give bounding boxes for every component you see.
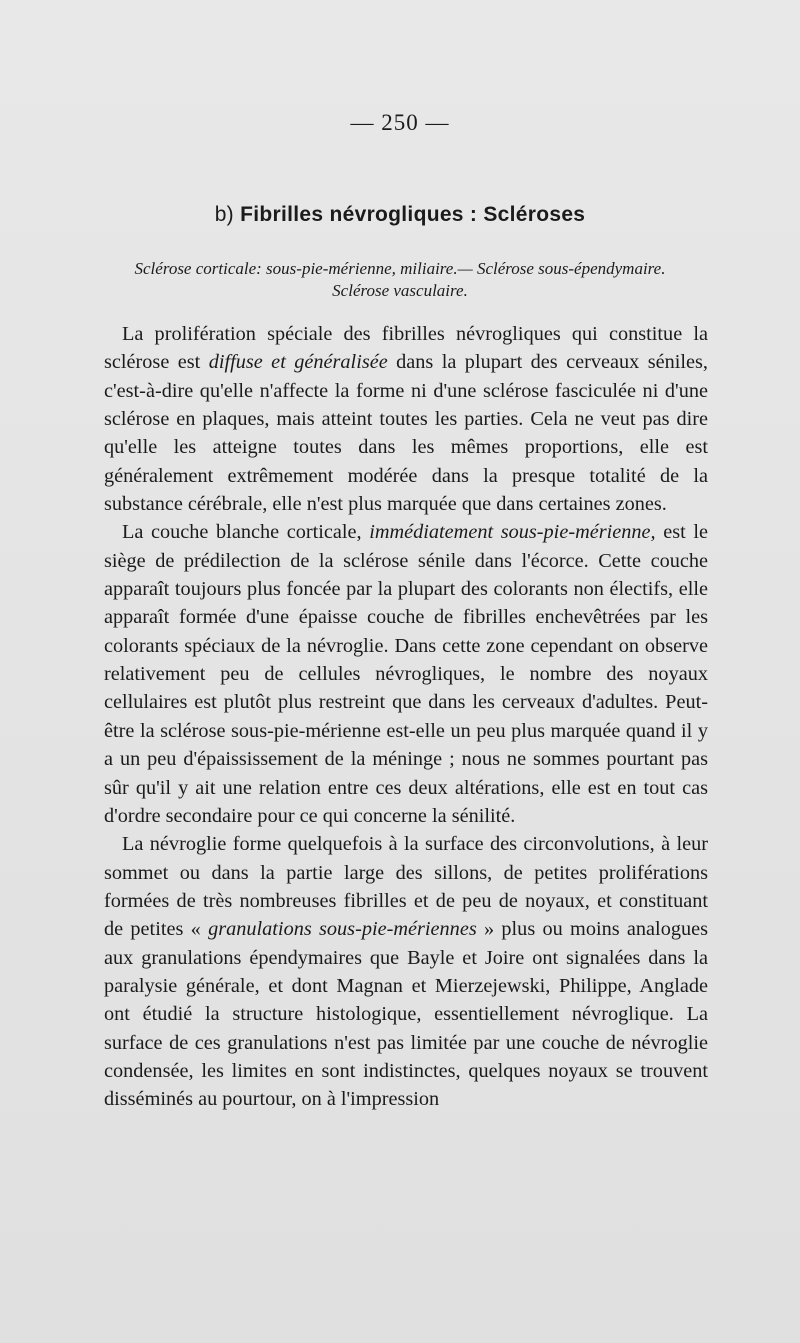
- section-heading-prefix: b): [214, 203, 234, 226]
- section-heading-title: Fibrilles névrogliques : Scléroses: [240, 203, 586, 226]
- paragraph-1-text-b: dans la plupart des cerveaux séniles, c'est-à-dire qu'elle n'affecte la forme ni d'une sclérose fasciculée ni d'une sclérose en plaques, mais atteint toutes les parties. Cela ne veut pas dire qu'elle les atteigne toutes dans les mêmes proportions, elle est généralement extrêmement modérée dans la presque totalité de la substance cérébrale, elle n'est plus marquée que dans certaines zones.: [104, 351, 708, 516]
- paragraph-2-text-b: est le siège de prédilection de la sclérose sénile dans l'écorce. Cette couche apparaît toujours plus foncée par la plupart des colorants non électifs, elle apparaît formée d'une épaisse couche de fibrilles enchevêtrées par les colorants spéciaux de la névroglie. Dans cette zone cependant on observe relativement peu de cellules névrogliques, le nombre des noyaux cellulaires est plutôt plus restreint que dans les cerveaux d'adultes. Peut-être la sclérose sous-pie-mérienne est-elle un peu plus marquée quand il y a un peu d'épaississement de la méninge ; nous ne sommes pourtant pas sûr qu'il y ait une relation entre ces deux altérations, elle est en tout cas d'ordre secondaire pour ce qui concerne la sénilité.: [104, 521, 708, 827]
- paragraph-3: [104, 830, 708, 1113]
- body-text: [104, 320, 708, 1114]
- paragraph-1-emphasis: diffuse et généralisée: [208, 351, 388, 374]
- paragraph-3-emphasis: granulations sous-pie-mériennes: [208, 918, 477, 941]
- paragraph-3-text-a: La névroglie forme quelquefois à la surface des circonvolutions, à leur sommet ou dans la partie large des sillons, de petites proliférations formées de très nombreuses fibrilles et de peu de noyaux, et constituant de petites «: [104, 833, 708, 941]
- paragraph-1-text-a: La prolifération spéciale des fibrilles névrogliques qui constitue la sclérose est: [104, 323, 708, 374]
- paragraph-3-text-b: » plus ou moins analogues aux granulations épendymaires que Bayle et Joire ont signalées dans la paralysie générale, et dont Magnan et Mierzejewski, Philippe, Anglade ont étudié la structure histologique, essentiellement névroglique. La surface de ces granulations n'est pas limitée par une couche de névroglie condensée, les limites en sont indistinctes, quelques noyaux se trouvent disséminés au pourtour, on à l'impression: [104, 918, 709, 1111]
- section-heading: [0, 203, 800, 227]
- paragraph-2-emphasis: immédiatement sous-pie-mérienne,: [369, 521, 656, 544]
- subheading-line-2: Sclérose vasculaire.: [332, 281, 468, 300]
- paragraph-2-text-a: La couche blanche corticale,: [122, 521, 370, 544]
- paragraph-2: [104, 518, 708, 830]
- section-subheading: [60, 258, 740, 302]
- page-number: — 250 —: [350, 110, 450, 135]
- paragraph-1: [104, 320, 708, 518]
- subheading-line-1: Sclérose corticale: sous-pie-mérienne, miliaire.— Sclérose sous-épendymaire.: [134, 259, 666, 278]
